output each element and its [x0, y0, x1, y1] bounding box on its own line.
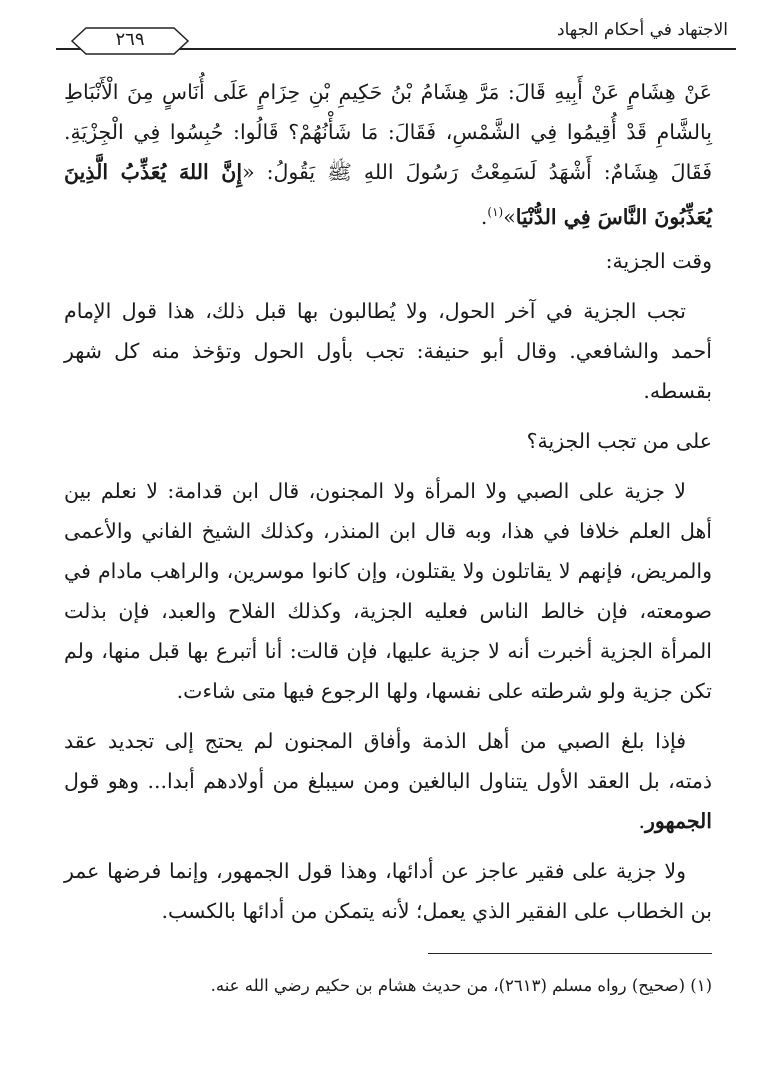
footnote-marker[interactable]: (١)	[487, 205, 504, 219]
hadith-text: عَنْ هِشَامٍ عَنْ أَبِيهِ قَالَ: مَرَّ هِشَامُ بْنُ حَكِيمِ بْنِ حِزَامٍ عَلَى أُنَاسٍ مِنَ الْأَنْبَاطِ بِالشَّامِ قَدْ أُقِيمُوا فِي الشَّمْسِ، فَقَالَ: مَا شَأْنُهُمْ؟ قَالُوا: حُبِسُوا فِي الْجِزْيَةِ. فَقَالَ هِشَامٌ: أَشْهَدُ لَسَمِعْتُ رَسُولَ اللهِ ﷺ يَقُولُ: «	[64, 80, 712, 184]
footnote-separator	[428, 953, 712, 954]
paragraph-boy	[64, 721, 712, 841]
body-text	[64, 72, 712, 941]
paragraph-boy-bold: الجمهور	[645, 808, 712, 833]
paragraph-boy-end: .	[638, 808, 646, 833]
page-number: ٢٦٩	[115, 29, 145, 50]
section-heading-who: على من تجب الجزية؟	[526, 428, 712, 453]
running-title: الاجتهاد في أحكام الجهاد	[557, 20, 728, 40]
paragraph-poor: ولا جزية على فقير عاجز عن أدائها، وهذا قول الجمهور، وإنما فرضها عمر بن الخطاب على الفقير الذي يعمل؛ لأنه يتمكن من أدائها بالكسب.	[64, 858, 712, 923]
hadith-quote-close: »	[503, 204, 516, 229]
footnote: (١) (صحيح) رواه مسلم (٢٦١٣)، من حديث هشام بن حكيم رضي الله عنه.	[210, 976, 712, 995]
section-heading-time: وقت الجزية:	[605, 248, 712, 273]
hadith-end: .	[480, 204, 488, 229]
paragraph-time: تجب الجزية في آخر الحول، ولا يُطالبون بها قبل ذلك، هذا قول الإمام أحمد والشافعي. وقال أبو حنيفة: تجب بأول الحول وتؤخذ منه كل شهر بقسطه.	[64, 298, 712, 403]
page-header	[56, 18, 736, 54]
paragraph-who: لا جزية على الصبي ولا المرأة ولا المجنون، قال ابن قدامة: لا نعلم بين أهل العلم خلافا في هذا، وبه قال ابن المنذر، وكذلك الشيخ الفاني والأعمى والمريض، فإنهم لا يقاتلون ولا يقتلون، وإن كانوا موسرين، والراهب مادام في صومعته، فإن خالط الناس فعليه الجزية، وكذلك الفلاح والعبد، فإن بذلت المرأة الجزية أخبرت أنه لا جزية عليها، فإن قالت: أنا أتبرع بها قبل منها، ولم تكن جزية ولو شرطته على نفسها، ولها الرجوع فيها متى شاءت.	[64, 478, 712, 703]
hadith-paragraph	[64, 72, 712, 237]
hadith-quote: إِنَّ اللهَ يُعَذِّبُ الَّذِينَ يُعَذِّبُونَ النَّاسَ فِي الدُّنْيَا	[64, 160, 712, 229]
paragraph-boy-text: فإذا بلغ الصبي من أهل الذمة وأفاق المجنون لم يحتج إلى تجديد عقد ذمته، بل العقد الأول يتناول البالغين ومن سيبلغ من أولادهم أبدا... وهو قول	[64, 728, 712, 793]
page-number-badge	[70, 24, 190, 58]
